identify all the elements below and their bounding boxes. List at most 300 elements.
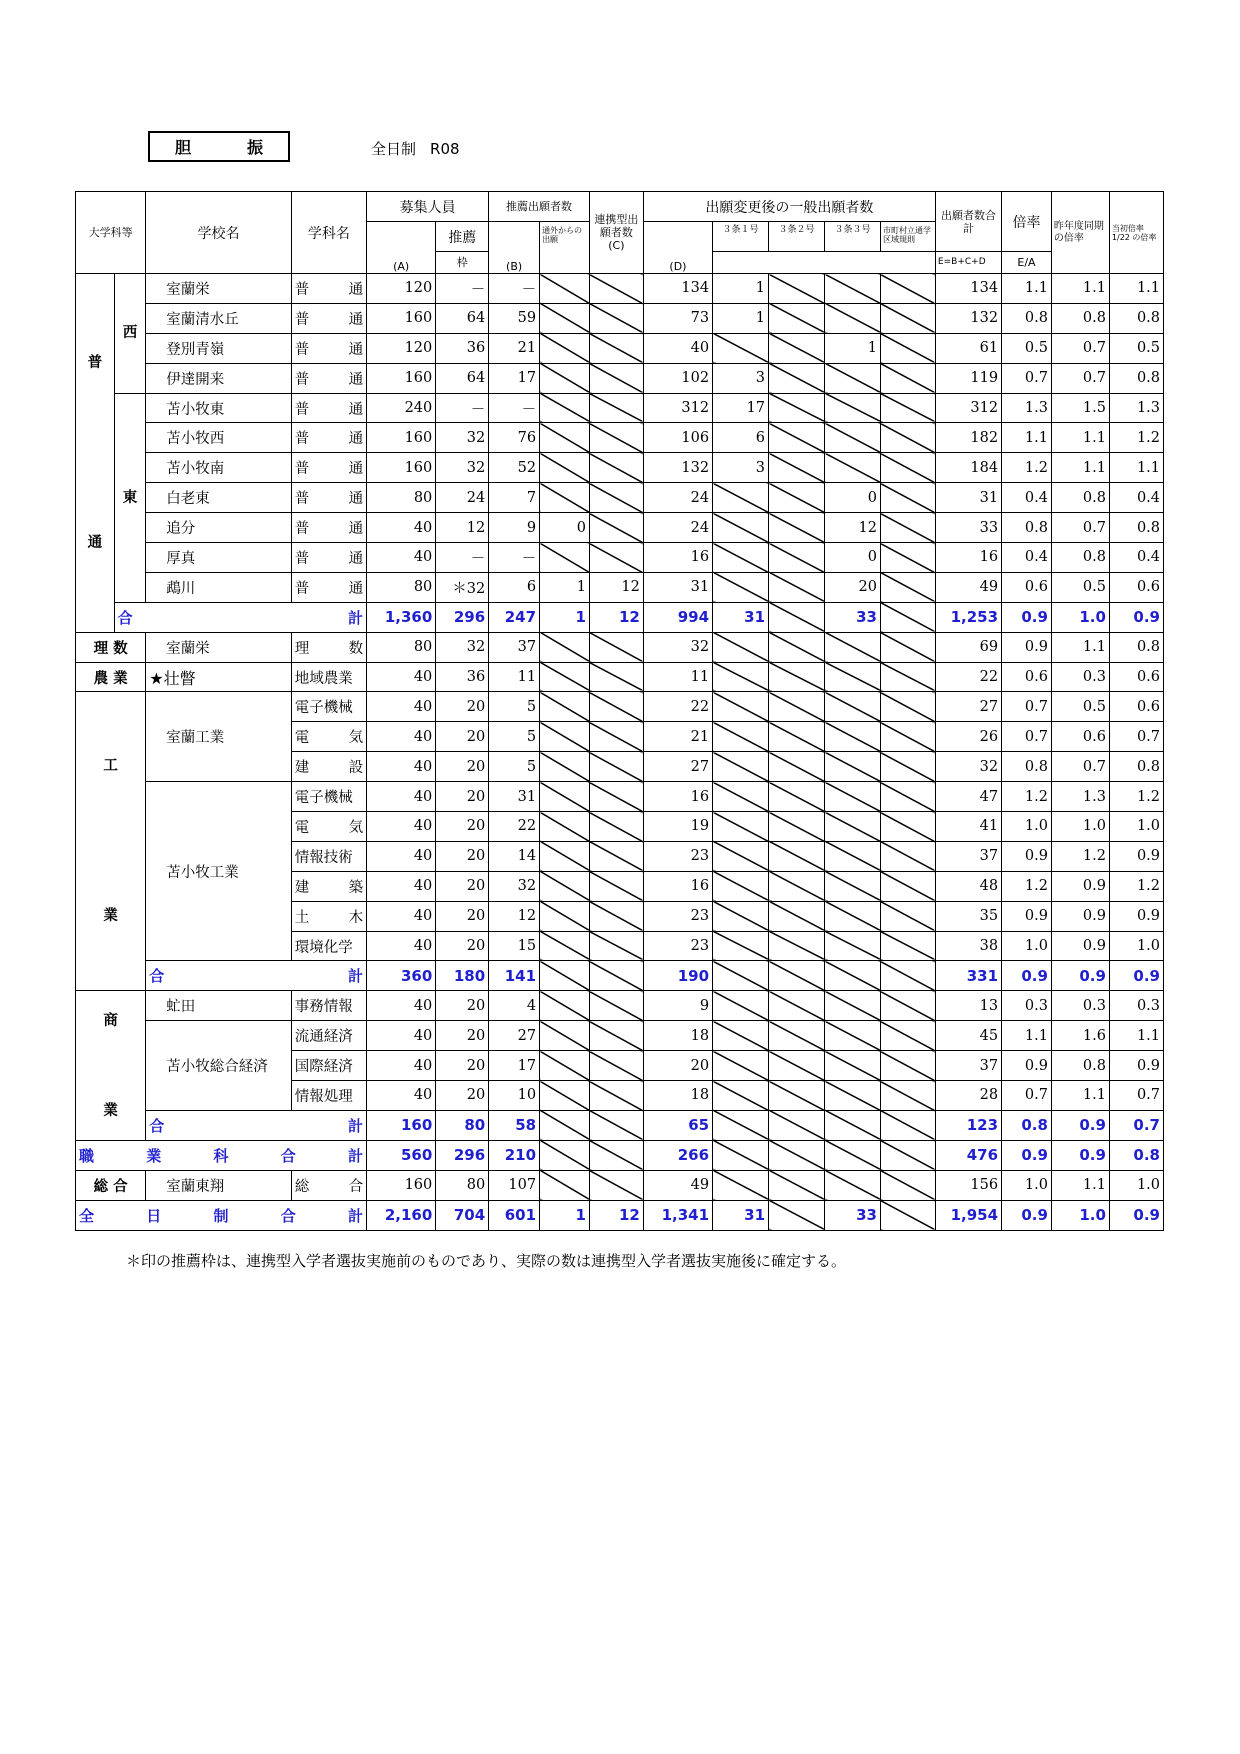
- header-sub1: ３条１号: [713, 222, 769, 252]
- rec-applicants-cell: 15: [489, 931, 540, 961]
- recruit-cell: 2,160: [367, 1200, 436, 1230]
- subtotal-label-right: 計: [348, 967, 364, 986]
- total-applicants-cell: 49: [935, 572, 1001, 602]
- initial-cell: 0.9: [1109, 602, 1163, 632]
- dept-cell: [291, 782, 366, 812]
- sub3-cell: 12: [825, 513, 881, 543]
- sub1-cell-slash: [713, 1051, 769, 1081]
- outside-area-cell-slash: [540, 483, 590, 513]
- recruit-cell: 40: [367, 1051, 436, 1081]
- dept-label: 普: [294, 431, 310, 448]
- last-year-cell: 0.7: [1051, 513, 1109, 543]
- school-name: 虻田: [146, 991, 292, 1021]
- table-row: [76, 602, 1164, 632]
- dept-cell: [291, 1081, 366, 1111]
- recruit-cell: 40: [367, 931, 436, 961]
- dept-label: 普: [294, 401, 310, 418]
- initial-cell: 0.8: [1109, 752, 1163, 782]
- outside-area-cell-slash: [540, 841, 590, 871]
- municipal-slash: [880, 513, 935, 543]
- sub3-cell-slash: [825, 423, 881, 453]
- last-year-cell: 1.1: [1051, 423, 1109, 453]
- outside-area-cell: 1: [540, 572, 590, 602]
- subtotal-label-left: 合: [117, 608, 133, 627]
- renkei-cell-slash: [589, 931, 643, 961]
- total-applicants-cell: 123: [935, 1110, 1001, 1140]
- renkei-cell-slash: [589, 1021, 643, 1051]
- category-label: 業: [103, 1102, 118, 1119]
- ratio-cell: 0.6: [1002, 662, 1052, 692]
- general-cell: 24: [643, 483, 712, 513]
- dept-cell: [291, 722, 366, 752]
- header-renkei: 連携型出願者数(C): [589, 192, 643, 274]
- school-name: ★壮瞥: [146, 662, 292, 692]
- initial-cell: 0.9: [1109, 961, 1163, 991]
- municipal-slash: [880, 274, 935, 304]
- initial-cell: 1.3: [1109, 393, 1163, 423]
- ratio-cell: 0.3: [1002, 991, 1052, 1021]
- table-row: [76, 303, 1164, 333]
- school-name: 苫小牧工業: [146, 782, 292, 961]
- general-cell: 23: [643, 901, 712, 931]
- recruit-cell: 40: [367, 1081, 436, 1111]
- general-cell: 23: [643, 931, 712, 961]
- dept-label: 建: [294, 879, 310, 896]
- sub1-cell-slash: [713, 1081, 769, 1111]
- dept-label: 環境化学: [294, 939, 353, 956]
- municipal-slash: [880, 782, 935, 812]
- municipal-slash: [880, 871, 935, 901]
- outside-area-cell-slash: [540, 1140, 590, 1170]
- sub2-cell-slash: [769, 303, 825, 333]
- recruit-cell: 40: [367, 692, 436, 722]
- renkei-cell-slash: [589, 961, 643, 991]
- last-year-cell: 0.8: [1051, 303, 1109, 333]
- outside-area-cell-slash: [540, 333, 590, 363]
- total-applicants-cell: 1,253: [935, 602, 1001, 632]
- sub3-cell: 1: [825, 333, 881, 363]
- last-year-cell: 0.9: [1051, 871, 1109, 901]
- dept-label: 普: [294, 580, 310, 597]
- last-year-cell: 1.3: [1051, 782, 1109, 812]
- ratio-cell: 1.1: [1002, 423, 1052, 453]
- sub2-cell-slash: [769, 961, 825, 991]
- rec-frame-cell: 20: [436, 692, 489, 722]
- total-applicants-cell: 33: [935, 513, 1001, 543]
- rec-applicants-cell: 107: [489, 1170, 540, 1200]
- header-initial: 当初倍率 1/22 の倍率: [1109, 192, 1163, 274]
- sub2-cell-slash: [769, 782, 825, 812]
- general-cell: 22: [643, 692, 712, 722]
- sub2-cell-slash: [769, 1170, 825, 1200]
- rec-applicants-cell: 5: [489, 752, 540, 782]
- outside-area-cell: 1: [540, 602, 590, 632]
- total-applicants-cell: 48: [935, 871, 1001, 901]
- general-cell: 49: [643, 1170, 712, 1200]
- rec-applicants-cell: 7: [489, 483, 540, 513]
- initial-cell: 1.2: [1109, 782, 1163, 812]
- general-cell: 40: [643, 333, 712, 363]
- sub3-cell-slash: [825, 961, 881, 991]
- table-row: [76, 1170, 1164, 1200]
- recruit-cell: 40: [367, 662, 436, 692]
- total-label-char: 職: [79, 1146, 95, 1165]
- dept-cell: [291, 333, 366, 363]
- municipal-slash: [880, 662, 935, 692]
- dept-cell: [291, 572, 366, 602]
- municipal-slash: [880, 722, 935, 752]
- dept-label: 土: [294, 909, 310, 926]
- category-label: 通: [87, 534, 103, 551]
- sub3-cell: 33: [825, 602, 881, 632]
- total-applicants-cell: 28: [935, 1081, 1001, 1111]
- table-row: [76, 692, 1164, 722]
- outside-area-cell-slash: [540, 871, 590, 901]
- recruit-cell: 80: [367, 483, 436, 513]
- last-year-cell: 1.0: [1051, 602, 1109, 632]
- last-year-cell: 0.8: [1051, 1051, 1109, 1081]
- municipal-slash: [880, 961, 935, 991]
- recruit-cell: 40: [367, 513, 436, 543]
- dept-cell: [291, 1021, 366, 1051]
- municipal-slash: [880, 1021, 935, 1051]
- ratio-cell: 0.9: [1002, 1200, 1052, 1230]
- sub1-cell: 17: [713, 393, 769, 423]
- table-row: [76, 393, 1164, 423]
- outside-area-cell-slash: [540, 662, 590, 692]
- header-recruit: 募集人員: [367, 192, 489, 222]
- table-row: [76, 274, 1164, 304]
- general-cell: 1,341: [643, 1200, 712, 1230]
- last-year-cell: 0.9: [1051, 1110, 1109, 1140]
- dept-cell: [291, 483, 366, 513]
- general-cell: 31: [643, 572, 712, 602]
- rec-applicants-cell: －: [489, 274, 540, 304]
- header-last-year: 昨年度同期の倍率: [1051, 192, 1109, 274]
- table-row: [76, 1140, 1164, 1170]
- total-applicants-cell: 37: [935, 1051, 1001, 1081]
- last-year-cell: 1.2: [1051, 841, 1109, 871]
- sub3-cell-slash: [825, 752, 881, 782]
- footnote: ＊印の推薦枠は、連携型入学者選抜実施前のものであり、実際の数は連携型入学者選抜実施後に確定する。: [126, 1252, 847, 1270]
- sub3-cell: 0: [825, 483, 881, 513]
- sub1-cell-slash: [713, 1021, 769, 1051]
- general-cell: 24: [643, 513, 712, 543]
- municipal-slash: [880, 812, 935, 842]
- dept-label: 事務情報: [294, 999, 353, 1016]
- header-sub2: ３条２号: [769, 222, 825, 252]
- municipal-slash: [880, 901, 935, 931]
- total-applicants-cell: 31: [935, 483, 1001, 513]
- dept-label: 通: [348, 341, 364, 358]
- total-label-char: 科: [213, 1146, 229, 1165]
- renkei-cell-slash: [589, 274, 643, 304]
- renkei-cell-slash: [589, 453, 643, 483]
- outside-area-cell-slash: [540, 303, 590, 333]
- recruit-cell: 160: [367, 1110, 436, 1140]
- dept-cell: [291, 901, 366, 931]
- last-year-cell: 0.3: [1051, 662, 1109, 692]
- sub1-cell-slash: [713, 901, 769, 931]
- outside-area-cell-slash: [540, 423, 590, 453]
- renkei-cell: 12: [589, 602, 643, 632]
- sub2-cell-slash: [769, 572, 825, 602]
- sub3-cell-slash: [825, 1170, 881, 1200]
- subtotal-label-left: 合: [149, 1116, 165, 1135]
- last-year-cell: 0.7: [1051, 363, 1109, 393]
- outside-area-cell-slash: [540, 752, 590, 782]
- sub3-cell-slash: [825, 453, 881, 483]
- subtotal-label: [146, 1110, 367, 1140]
- recruit-cell: 120: [367, 274, 436, 304]
- sub1-cell-slash: [713, 1110, 769, 1140]
- sub3-cell-slash: [825, 841, 881, 871]
- rec-frame-cell: 80: [436, 1110, 489, 1140]
- rec-applicants-cell: 6: [489, 572, 540, 602]
- last-year-cell: 0.8: [1051, 483, 1109, 513]
- sub1-cell-slash: [713, 931, 769, 961]
- total-applicants-cell: 37: [935, 841, 1001, 871]
- total-applicants-cell: 156: [935, 1170, 1001, 1200]
- municipal-slash: [880, 453, 935, 483]
- grand-label: [76, 1200, 367, 1230]
- general-cell: 106: [643, 423, 712, 453]
- subtotal-label-right: 計: [348, 608, 364, 627]
- municipal-slash: [880, 752, 935, 782]
- dept-label: 普: [294, 311, 310, 328]
- last-year-cell: 0.3: [1051, 991, 1109, 1021]
- schedule-type: 全日制: [371, 140, 417, 158]
- rec-applicants-cell: －: [489, 543, 540, 573]
- rec-applicants-cell: 9: [489, 513, 540, 543]
- header-recommend-frame: 推薦: [436, 222, 489, 252]
- header-recommend-frame2: 枠: [436, 252, 489, 274]
- ratio-cell: 0.9: [1002, 901, 1052, 931]
- rec-applicants-cell: 14: [489, 841, 540, 871]
- school-name: 室蘭栄: [146, 274, 292, 304]
- initial-cell: 1.0: [1109, 931, 1163, 961]
- ratio-cell: 0.9: [1002, 632, 1052, 662]
- last-year-cell: 1.1: [1051, 274, 1109, 304]
- sub1-cell: 31: [713, 1200, 769, 1230]
- ratio-cell: 1.0: [1002, 1170, 1052, 1200]
- table-row: [76, 483, 1164, 513]
- renkei-cell-slash: [589, 423, 643, 453]
- sub2-cell-slash: [769, 931, 825, 961]
- total-applicants-cell: 1,954: [935, 1200, 1001, 1230]
- initial-cell: 0.3: [1109, 991, 1163, 1021]
- general-cell: 312: [643, 393, 712, 423]
- subtotal-label: [114, 602, 366, 632]
- renkei-cell-slash: [589, 812, 643, 842]
- rec-frame-cell: 20: [436, 1051, 489, 1081]
- outside-area-cell-slash: [540, 961, 590, 991]
- initial-cell: 1.2: [1109, 871, 1163, 901]
- general-cell: 134: [643, 274, 712, 304]
- rec-applicants-cell: 76: [489, 423, 540, 453]
- renkei-cell-slash: [589, 692, 643, 722]
- ratio-cell: 1.1: [1002, 1021, 1052, 1051]
- header-ratio-formula: E/A: [1002, 252, 1052, 274]
- general-cell: 32: [643, 632, 712, 662]
- renkei-cell-slash: [589, 393, 643, 423]
- category-kogyo: [76, 692, 146, 991]
- recruit-cell: 1,360: [367, 602, 436, 632]
- total-applicants-cell: 45: [935, 1021, 1001, 1051]
- sub3-cell-slash: [825, 363, 881, 393]
- sub2-cell-slash: [769, 812, 825, 842]
- ratio-cell: 1.0: [1002, 812, 1052, 842]
- sub2-cell-slash: [769, 692, 825, 722]
- recruit-cell: 40: [367, 752, 436, 782]
- recruit-cell: 160: [367, 453, 436, 483]
- last-year-cell: 1.0: [1051, 1200, 1109, 1230]
- dept-label: 建: [294, 760, 310, 777]
- total-applicants-cell: 61: [935, 333, 1001, 363]
- rec-frame-cell: 180: [436, 961, 489, 991]
- initial-cell: 0.6: [1109, 662, 1163, 692]
- sub1-cell: 31: [713, 602, 769, 632]
- rec-applicants-cell: 5: [489, 722, 540, 752]
- sub1-cell-slash: [713, 722, 769, 752]
- sub1-cell-slash: [713, 841, 769, 871]
- total-applicants-cell: 312: [935, 393, 1001, 423]
- outside-area-cell-slash: [540, 274, 590, 304]
- table-row: [76, 1021, 1164, 1051]
- general-cell: 190: [643, 961, 712, 991]
- outside-area-cell-slash: [540, 812, 590, 842]
- initial-cell: 0.7: [1109, 722, 1163, 752]
- municipal-slash: [880, 632, 935, 662]
- rec-frame-cell: －: [436, 393, 489, 423]
- header-formula: E=B+C+D: [935, 252, 1001, 274]
- initial-cell: 0.7: [1109, 1081, 1163, 1111]
- sub2-cell-slash: [769, 752, 825, 782]
- dept-label: 合: [348, 1178, 364, 1195]
- general-cell: 18: [643, 1081, 712, 1111]
- outside-area-cell: 1: [540, 1200, 590, 1230]
- sub3-cell: 0: [825, 543, 881, 573]
- dept-cell: [291, 363, 366, 393]
- ratio-cell: 1.1: [1002, 274, 1052, 304]
- municipal-slash: [880, 303, 935, 333]
- sub3-cell-slash: [825, 1081, 881, 1111]
- rec-frame-cell: 64: [436, 303, 489, 333]
- outside-area-cell-slash: [540, 1021, 590, 1051]
- total-applicants-cell: 69: [935, 632, 1001, 662]
- dept-cell: [291, 513, 366, 543]
- renkei-cell-slash: [589, 632, 643, 662]
- sub3-cell-slash: [825, 782, 881, 812]
- rec-frame-cell: 80: [436, 1170, 489, 1200]
- last-year-cell: 1.5: [1051, 393, 1109, 423]
- renkei-cell-slash: [589, 871, 643, 901]
- general-cell: 102: [643, 363, 712, 393]
- sub1-cell-slash: [713, 572, 769, 602]
- school-name: 鵡川: [146, 572, 292, 602]
- recruit-cell: 360: [367, 961, 436, 991]
- recruit-cell: 80: [367, 572, 436, 602]
- category-label: 業: [103, 908, 118, 925]
- general-cell: 73: [643, 303, 712, 333]
- category-futsu: [76, 274, 115, 633]
- header-school: 学校名: [146, 192, 292, 274]
- rec-applicants-cell: 52: [489, 453, 540, 483]
- rec-applicants-cell: 27: [489, 1021, 540, 1051]
- rec-applicants-cell: 601: [489, 1200, 540, 1230]
- sub1-cell-slash: [713, 1170, 769, 1200]
- outside-area-cell-slash: [540, 1081, 590, 1111]
- general-cell: 132: [643, 453, 712, 483]
- municipal-slash: [880, 692, 935, 722]
- outside-area-cell-slash: [540, 393, 590, 423]
- general-cell: 19: [643, 812, 712, 842]
- sub2-cell-slash: [769, 543, 825, 573]
- sub2-cell-slash: [769, 1110, 825, 1140]
- rec-frame-cell: 32: [436, 453, 489, 483]
- total-applicants-cell: 35: [935, 901, 1001, 931]
- table-row: [76, 662, 1164, 692]
- municipal-slash: [880, 1051, 935, 1081]
- subtotal-label: [146, 961, 367, 991]
- rec-applicants-cell: 4: [489, 991, 540, 1021]
- rec-frame-cell: 12: [436, 513, 489, 543]
- school-name: 苫小牧西: [146, 423, 292, 453]
- dept-cell: [291, 393, 366, 423]
- sub3-cell-slash: [825, 812, 881, 842]
- municipal-slash: [880, 1110, 935, 1140]
- ratio-cell: 1.0: [1002, 931, 1052, 961]
- initial-cell: 1.1: [1109, 1021, 1163, 1051]
- total-applicants-cell: 41: [935, 812, 1001, 842]
- table-row: [76, 961, 1164, 991]
- total-applicants-cell: 32: [935, 752, 1001, 782]
- rec-frame-cell: －: [436, 274, 489, 304]
- dept-cell: [291, 632, 366, 662]
- dept-cell: [291, 991, 366, 1021]
- dept-cell: [291, 692, 366, 722]
- sub3-cell-slash: [825, 303, 881, 333]
- ratio-cell: 0.9: [1002, 602, 1052, 632]
- last-year-cell: 0.7: [1051, 752, 1109, 782]
- dept-cell: [291, 1170, 366, 1200]
- ratio-cell: 0.9: [1002, 841, 1052, 871]
- renkei-cell-slash: [589, 991, 643, 1021]
- municipal-slash: [880, 841, 935, 871]
- dept-label: 流通経済: [294, 1029, 353, 1046]
- table-row: [76, 453, 1164, 483]
- initial-cell: 1.0: [1109, 812, 1163, 842]
- renkei-cell-slash: [589, 483, 643, 513]
- sub3-cell: 33: [825, 1200, 881, 1230]
- municipal-slash: [880, 931, 935, 961]
- sub2-cell-slash: [769, 1051, 825, 1081]
- sub2-cell-slash: [769, 363, 825, 393]
- dept-label: 普: [294, 491, 310, 508]
- dept-cell: [291, 453, 366, 483]
- recruit-cell: 40: [367, 543, 436, 573]
- renkei-cell-slash: [589, 513, 643, 543]
- dept-cell: [291, 662, 366, 692]
- header-sub3: ３条３号: [825, 222, 881, 252]
- sub1-cell: 6: [713, 423, 769, 453]
- municipal-slash: [880, 423, 935, 453]
- subarea-east: 東: [114, 393, 146, 602]
- recruit-cell: 240: [367, 393, 436, 423]
- ratio-cell: 0.6: [1002, 572, 1052, 602]
- total-label-char: 業: [146, 1146, 162, 1165]
- dept-label: 普: [294, 371, 310, 388]
